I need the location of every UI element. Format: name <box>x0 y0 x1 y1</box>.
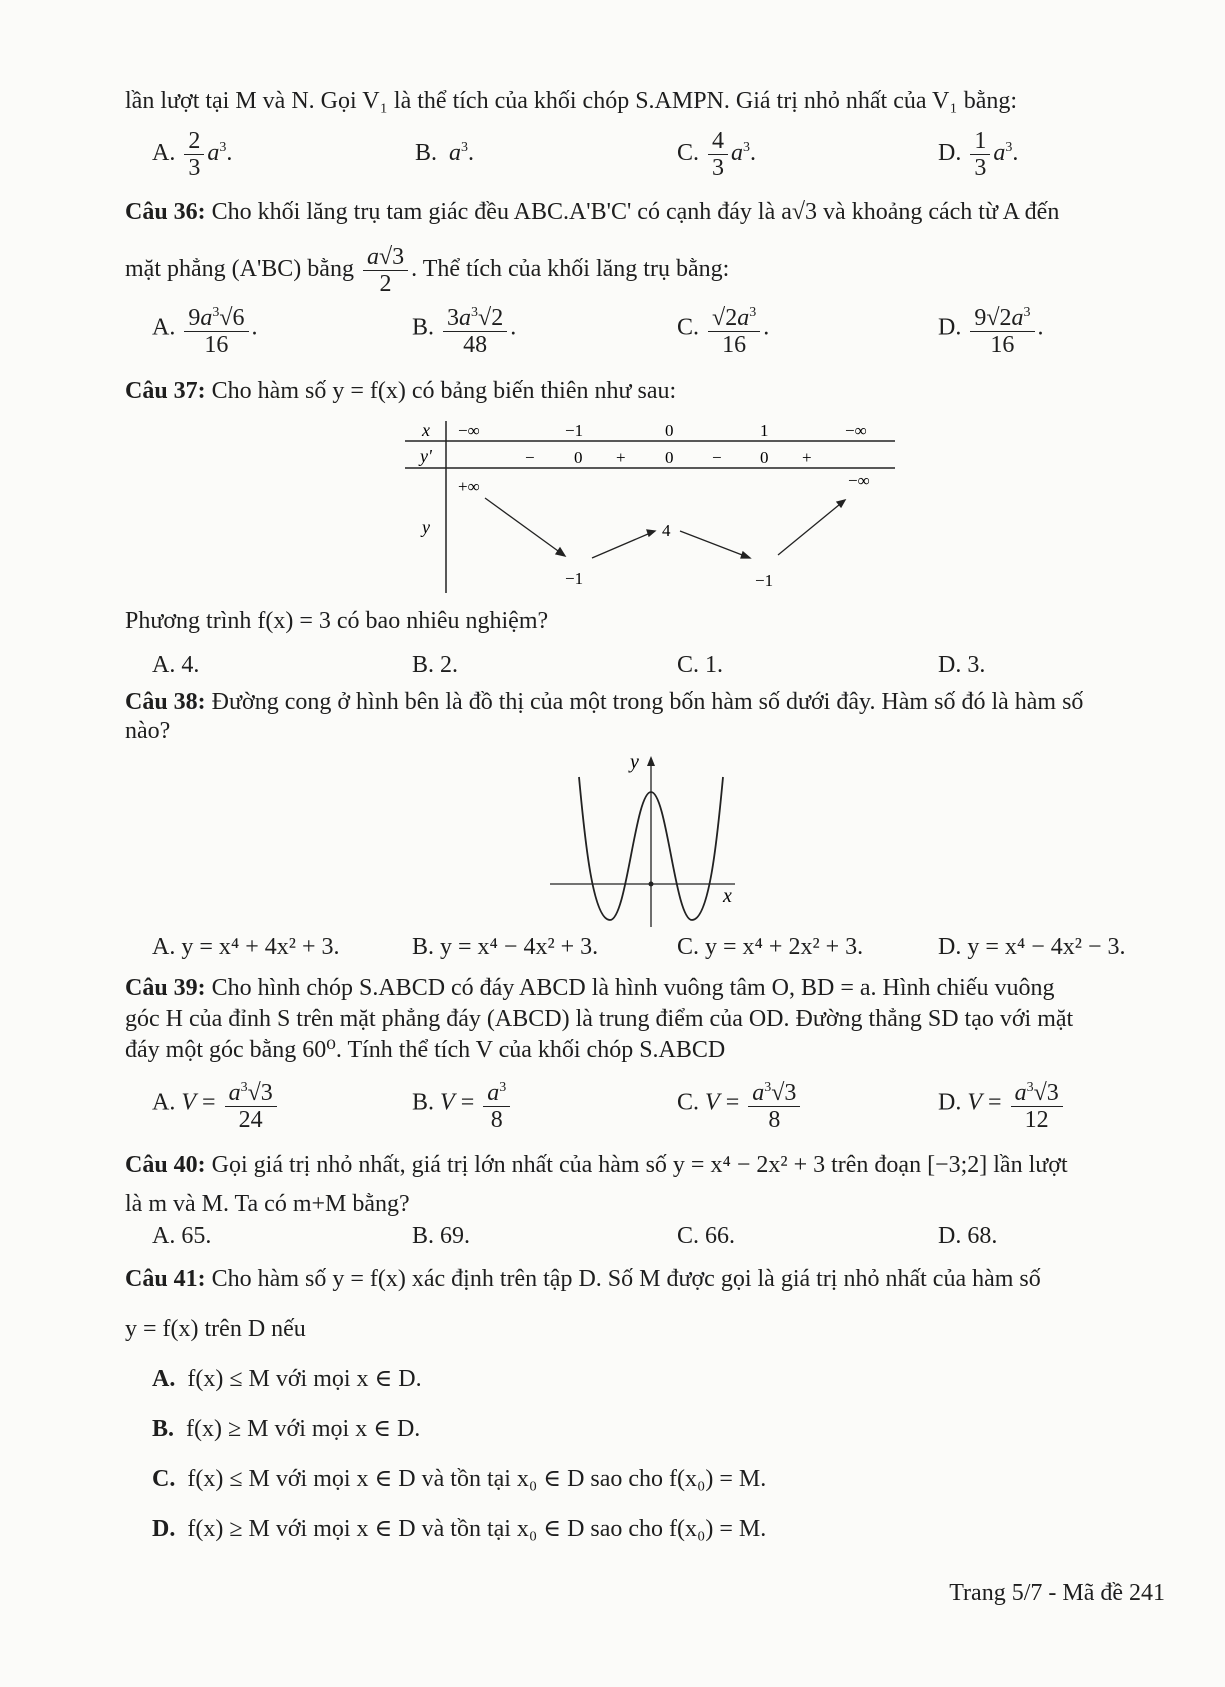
sign: 0 <box>760 448 769 467</box>
question-label: Câu 39: <box>125 975 206 1001</box>
option-text: f(x) ≥ M với mọi x ∈ D và tồn tại x₀ ∈ D sao cho f(x₀) = M. <box>187 1516 767 1542</box>
y-label: y <box>422 517 430 537</box>
prev-question-line: lần lượt tại M và N. Gọi V₁ là thể tích của khối chóp S.AMPN. Giá trị nhỏ nhất của V₁ bằng: <box>125 88 1018 114</box>
fraction: $\frac{4}{3}$ <box>708 128 728 181</box>
variation-table <box>400 418 900 598</box>
question-label: Câu 38: <box>125 689 206 715</box>
y-value: −1 <box>755 571 774 590</box>
y-axis-label: y <box>630 752 639 773</box>
sign: + <box>616 448 626 467</box>
q39-option-d[interactable]: D. V = $\frac{a^3√3}{12}$ <box>938 1075 1066 1133</box>
fraction: $\frac{1}{3}$ <box>970 128 990 181</box>
prev-option-c[interactable]: C. $\frac{4}{3}$ $a^3$. <box>677 128 757 181</box>
question-label: Câu 36: <box>125 199 206 225</box>
sign: − <box>525 448 535 467</box>
yprime-label: y' <box>420 446 432 466</box>
q36-option-b[interactable]: B. $\frac{3a^3√2}{48}$ . <box>412 300 516 358</box>
q37-option-d[interactable]: D. 3. <box>938 652 986 678</box>
q38-option-b[interactable]: B. y = x⁴ − 4x² + 3. <box>412 934 599 960</box>
page-footer: Trang 5/7 - Mã đề 241 <box>949 1580 1165 1606</box>
x-label: x <box>422 420 430 440</box>
q40-line1 <box>125 1150 1068 1180</box>
q39-line1 <box>125 973 1055 1003</box>
q37-option-a[interactable]: A. 4. <box>152 652 200 678</box>
question-label: Câu 37: <box>125 378 206 404</box>
q41-option-d[interactable]: D. f(x) ≥ M với mọi x ∈ D và tồn tại x₀ ∈ D sao cho f(x₀) = M. <box>152 1516 767 1542</box>
q37-line1 <box>125 376 676 406</box>
y-value: −1 <box>565 569 584 588</box>
fraction: $\frac{a^3√3}{8}$ <box>748 1075 800 1133</box>
fraction: $\frac{a^3}{8}$ <box>483 1075 510 1133</box>
q41-option-c[interactable]: C. f(x) ≤ M với mọi x ∈ D và tồn tại x₀ ∈ D sao cho f(x₀) = M. <box>152 1466 767 1492</box>
option-letter: D. <box>938 140 962 167</box>
q39-line3: đáy một góc bằng 60⁰. Tính thể tích V của khối chóp S.ABCD <box>125 1037 726 1063</box>
q38-option-a[interactable]: A. y = x⁴ + 4x² + 3. <box>152 934 340 960</box>
q38-line2: nào? <box>125 718 171 744</box>
q40-option-a[interactable]: A. 65. <box>152 1223 212 1249</box>
x-value: −1 <box>565 421 584 440</box>
y-value: 4 <box>662 521 671 540</box>
q37-question: Phương trình f(x) = 3 có bao nhiêu nghiệm? <box>125 608 549 634</box>
q40-text: Gọi giá trị nhỏ nhất, giá trị lớn nhất của hàm số y = x⁴ − 2x² + 3 trên đoạn [−3;2] lần lượt <box>211 1152 1068 1178</box>
option-text: f(x) ≤ M với mọi x ∈ D. <box>187 1366 422 1392</box>
fraction: $\frac{9√2a^3}{16}$ <box>970 300 1034 358</box>
fraction: $\frac{√2a^3}{16}$ <box>708 300 760 358</box>
q40-line2: là m và M. Ta có m+M bằng? <box>125 1191 410 1217</box>
sign: 0 <box>574 448 583 467</box>
q39-text: Cho hình chóp S.ABCD có đáy ABCD là hình vuông tâm O, BD = a. Hình chiếu vuông <box>211 975 1055 1001</box>
x-value: 1 <box>760 421 769 440</box>
q36-option-a[interactable]: A. $\frac{9a^3√6}{16}$ . <box>152 300 258 358</box>
x-value: −∞ <box>845 421 867 440</box>
sign: − <box>712 448 722 467</box>
x-value: 0 <box>665 421 674 440</box>
fraction: $\frac{a^3√3}{24}$ <box>225 1075 277 1133</box>
y-value: +∞ <box>458 477 480 496</box>
prev-option-a[interactable]: A. $\frac{2}{3}$ $a^3$. <box>152 128 233 181</box>
q41-line2: y = f(x) trên D nếu <box>125 1316 306 1342</box>
question-label: Câu 40: <box>125 1152 206 1178</box>
q41-option-b[interactable]: B. f(x) ≥ M với mọi x ∈ D. <box>152 1416 421 1442</box>
q36-text: Cho khối lăng trụ tam giác đều ABC.A'B'C' có cạnh đáy là a√3 và khoảng cách từ A đến <box>211 199 1060 225</box>
q39-option-c[interactable]: C. V = $\frac{a^3√3}{8}$ <box>677 1075 803 1133</box>
x-value: −∞ <box>458 421 480 440</box>
option-letter: A. <box>152 140 176 167</box>
option-letter: C. <box>677 140 700 167</box>
prev-option-b[interactable]: B. $a^3$. <box>415 140 475 166</box>
q37-text: Cho hàm số y = f(x) có bảng biến thiên như sau: <box>211 378 677 404</box>
q36-line2 <box>125 244 729 297</box>
q38-option-d[interactable]: D. y = x⁴ − 4x² − 3. <box>938 934 1126 960</box>
sign: + <box>802 448 812 467</box>
sign: 0 <box>665 448 674 467</box>
q39-line2: góc H của đỉnh S trên mặt phẳng đáy (ABCD) là trung điểm của OD. Đường thẳng SD tạo với mặt <box>125 1006 1074 1032</box>
y-axis-arrow <box>647 756 655 766</box>
question-label: Câu 41: <box>125 1266 206 1292</box>
y-value: −∞ <box>848 471 870 490</box>
origin-point <box>649 882 654 887</box>
q39-option-b[interactable]: B. V = $\frac{a^3}{8}$ <box>412 1075 513 1133</box>
q41-text: Cho hàm số y = f(x) xác định trên tập D. Số M được gọi là giá trị nhỏ nhất của hàm số <box>211 1266 1041 1292</box>
q41-option-a[interactable]: A. f(x) ≤ M với mọi x ∈ D. <box>152 1366 422 1392</box>
q41-line1 <box>125 1264 1041 1294</box>
q40-option-b[interactable]: B. 69. <box>412 1223 471 1249</box>
fraction: $\frac{3a^3√2}{48}$ <box>443 300 507 358</box>
q39-option-a[interactable]: A. V = $\frac{a^3√3}{24}$ <box>152 1075 280 1133</box>
q40-option-c[interactable]: C. 66. <box>677 1223 736 1249</box>
q36-line1 <box>125 197 1059 227</box>
option-text: f(x) ≥ M với mọi x ∈ D. <box>186 1416 421 1442</box>
q38-option-c[interactable]: C. y = x⁴ + 2x² + 3. <box>677 934 864 960</box>
fraction: $\frac{a√3}{2}$ <box>363 244 408 297</box>
q36-text-2b: . Thể tích của khối lăng trụ bằng: <box>411 256 730 283</box>
option-letter: B. <box>415 140 438 166</box>
q40-option-d[interactable]: D. 68. <box>938 1223 998 1249</box>
q37-option-c[interactable]: C. 1. <box>677 652 724 678</box>
fraction: $\frac{a^3√3}{12}$ <box>1011 1075 1063 1133</box>
prev-option-d[interactable]: D. $\frac{1}{3}$ $a^3$. <box>938 128 1019 181</box>
fraction: $\frac{9a^3√6}{16}$ <box>184 300 248 358</box>
fraction: $\frac{2}{3}$ <box>184 128 204 181</box>
q36-text-2a: mặt phẳng (A'BC) bằng <box>125 256 354 283</box>
q36-option-c[interactable]: C. $\frac{√2a^3}{16}$ . <box>677 300 769 358</box>
q37-option-b[interactable]: B. 2. <box>412 652 459 678</box>
function-graph <box>545 752 745 932</box>
q36-option-d[interactable]: D. $\frac{9√2a^3}{16}$ . <box>938 300 1044 358</box>
option-text: f(x) ≤ M với mọi x ∈ D và tồn tại x₀ ∈ D sao cho f(x₀) = M. <box>187 1466 767 1492</box>
x-axis-label: x <box>723 885 732 907</box>
q38-text: Đường cong ở hình bên là đồ thị của một trong bốn hàm số dưới đây. Hàm số đó là hàm số <box>211 689 1084 715</box>
q38-line1 <box>125 687 1083 717</box>
